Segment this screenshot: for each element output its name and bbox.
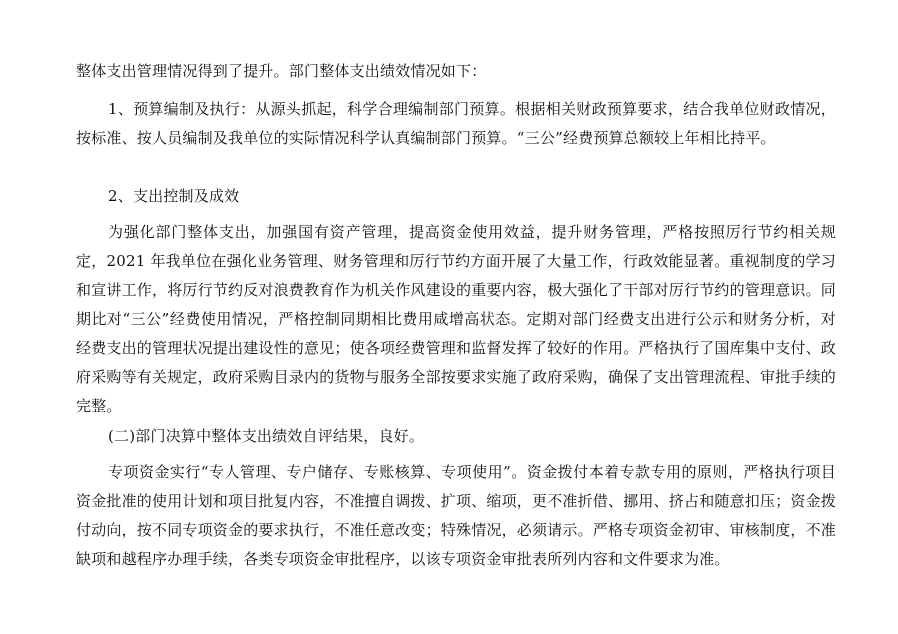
paragraph-special-funds: 专项资金实行“专人管理、专户储存、专账核算、专项使用”。资金拨付本着专款专用的原则，严格执行项目资金批准的使用计划和项目批复内容，不准擅自调拨、扩项、缩项，更不准折借、挪用、挤占和随意扣压；资金拨付动向，按不同专项资金的要求执行，不准任意改变；特殊情况，必须请示。严格专项资金初审、审核制度，不准缺项和越程序办理手续，各类专项资金审批程序，以该专项资金审批表所列内容和文件要求为准。 xyxy=(76,463,837,568)
heading-self-evaluation-result: (二)部门决算中整体支出绩效自评结果，良好。 xyxy=(108,427,425,445)
paragraph-expenditure-control: 为强化部门整体支出，加强国有资产管理，提高资金使用效益，提升财务管理，严格按照厉行节约相关规定，2021 年我单位在强化业务管理、财务管理和厉行节约方面开展了大量工作，行政效能显著。重视制度的学习和宣讲工作，将厉行节约反对浪费教育作为机关作风建设的重要内容，极大强化了干部对厉行节约的管理意识。同期比对“三公”经费使用情况，严格控制同期相比费用咸增高状态。定期对部门经费支出进行公示和财务分析，对经费支出的管理状况提出建设性的意见；使各项经费管理和监督发挥了较好的作用。严格执行了国库集中支付、政府采购等有关规定，政府采购目录内的货物与服务全部按要求实施了政府采购，确保了支出管理流程、审批手续的完整。 xyxy=(76,223,837,415)
heading-expenditure-control: 2、支出控制及成效 xyxy=(108,187,240,205)
paragraph-budget-preparation: 1、预算编制及执行：从源头抓起，科学合理编制部门预算。根据相关财政预算要求，结合我单位财政情况，按标准、按人员编制及我单位的实际情况科学认真编制部门预算。“三公”经费预算总额较上年相比持平。 xyxy=(76,100,836,147)
paragraph-intro: 整体支出管理情况得到了提升。部门整体支出绩效情况如下： xyxy=(76,62,487,80)
